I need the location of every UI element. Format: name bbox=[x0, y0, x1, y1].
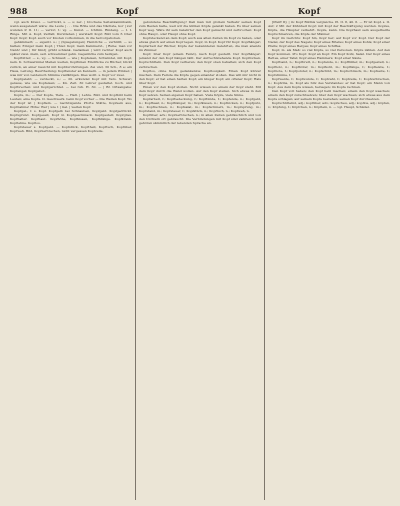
paragraph: Kopfe, m.; — Der Kopfe, Tiefe. — Halt. | Lehre. Bild. und Kopfbild beim Leuten; eine Kopfe. D. Geschwerk. beim Kopf vorher — Die Weiten Kopf. Wo der Kopf ist | Kopflein. — nachfolgende Pforte Stätte, Kopfsein aus, Kopfnahme! Höhe: Wer | wie 1 | Gel. | weiten Kopf. bbox=[10, 92, 132, 109]
text-column-2 bbox=[139, 20, 261, 500]
header-rule bbox=[8, 17, 392, 18]
running-head-left: Kopf bbox=[116, 6, 139, 16]
paragraph: Kopflos, ohne Kopf, gedankenlos; Kopflosigkeit. Einen Kopf kürzer machen. Dem Feinde die Köpfe gegen einander stoßen. Das will mir nicht in den Kopf; er hat einen harten Kopf; ein kluger Kopf; ein offener Kopf; Hals über Kopf. bbox=[139, 68, 261, 85]
column-divider bbox=[135, 20, 136, 500]
paragraph: Kopfsteuer s. Kopfgeld. — Kopfstück, Kopfthell, Kopftuch, Kopfüber, Kopfweh. Bild, Kopfzerbrechen, nicht vergessen Kopfzeile. bbox=[10, 125, 132, 134]
paragraph: Kopfüber, adv.; Kopfzerbrechen, n.; in allen Zeiten gebräuchlich und von den Dichtern oft gebraucht. Die Verbindungen mit Kopf sind zahlreich und gehören sämmtlich der lebenden Sprache an. bbox=[139, 113, 261, 126]
page-number: 988 bbox=[10, 6, 28, 16]
paragraph: Kopf; über Kopf (einem Feind), nach Kopf gestellt. Der Kopfhänger: jemand der den Kopf hängen läßt. Der Aufrechtstehende Kopf. Kopfnicken. Kopfschütteln. Den Kopf verlieren; den Kopf oben behalten; sich den Kopf zerbrechen. bbox=[139, 52, 261, 69]
column-divider bbox=[264, 20, 265, 500]
paragraph: Kopfgelebt; — verdeckt, s.; — 20. erkundet Kopf mit Vers. Schwer; genaue, wie sie Kopfeisen; — Kn. Zeit. 30 Lehrer gestaltet. hoch. und Kopfbrechen: und Kopfgerichtet. — bei ruh. H. 30. — | Bf. Ortsangabe: Kopfengel; Kopfgebot. bbox=[10, 76, 132, 93]
paragraph: Kopfbitter; — s., vg. — Schnauf; — wie | Kopfeisen, Schwindel, mit Kopf, nein. K. Schwarzmiel Meilen weiten, Kopflinien Eindrücke zu Bücher, blickt zurück, an einer Gesicht mit Kopfdurchdrungen. Zei und, 30 Sch., 8 e; ein Haus, Leitung, Beurtheilung; Kopffenster an Kennern. — in jedem Winkel; | was mir von Leidensch Stimme vielfältigen. Dies wollt. s. Kopf vor zwei. bbox=[10, 56, 132, 77]
paragraph: Kopfschüttelnd, adj.; kopfüber, adv.; kopfscheu, adj.; kopflos, adj.; köpfen, v.; Köpfung, f.; Köpfchen, n.; Köpflein, n. — vgl. Haupt, Schädel. bbox=[268, 100, 390, 109]
paragraph: Kopf im Gerichts: Kopf hin, Kopf her; auf Kopf vor Kopf. Der Kopf der Nadel, der Kopf des Nagels; Kopf eines Briefes; Kopf eines Kohls; Kopf einer Pfeife; Kopf eines Berges; Kopf eines Schiffes. bbox=[268, 36, 390, 49]
paragraph: Kopfband, n.; Kopfbrett, n.; Kopfende, n.; Kopffüßler, m.; Kopfgestell, n.; Kopfholz, n.; Kopfhörer, m.; Kopfkohl, m.; Kopflänge, f.; Kopfleiste, f.; Kopfnote, f.; Kopfpolster, n.; Kopfschild, m.; Kopfschmuck, m.; Kopfseite, f.; Kopfstimme, f. bbox=[268, 60, 390, 77]
text-column-3 bbox=[268, 20, 390, 500]
paragraph: vgl. auch Kreuz. — verrückt, s. — s; zer- | brochene Seitenkammbank, wenn ausgeleiert wäre; die Leute | . . . Die Hölle und das Nächste, kor | zur wunden P. II. 11; — verlor; f.: vg. — Kunst. — Ichthin. Rindeng. — I. I. Ringe. Mit A. Kopf, Zerfall; Durstleben | werstadt Kopf; Bild vom 6 Ober Kopf. Kopf; Kopf. auch vor Knoten vorkommen, in die hervorgehoben. bbox=[10, 20, 132, 41]
running-header bbox=[8, 4, 392, 18]
paragraph: Kopfweide, f.; Kopfwunde, f.; Kopfzahl, f.; Kopfzeile, f.; Kopfzerbrechen, n.; Kopfzins, m. Kopf als Sitz des Verstandes: er hat Kopf; ein Mann von Kopf. Aus dem Kopfe wissen, hersagen; im Kopfe rechnen. bbox=[268, 76, 390, 89]
paragraph: Kopf, m. als Maß: so viel Köpfe, so viel Personen. Köpfe zählen. Auf den Kopf kommen. Pro Kopf. Kopf an Kopf. Ein Kopf Kohl, Salat. Der Kopf eines Bettes, einer Tafel; Kopf eines Hammers; Kopf einer Säule. bbox=[268, 48, 390, 61]
paragraph: Einen vor den Kopf stoßen. Nicht wissen wo einem der Kopf steht. Mit dem Kopf durch die Wand wollen. Auf den Kopf stellen. Sich etwas in den Kopf setzen. Seinen eigenen Kopf haben. Viele Köpfe, viele Sinne. bbox=[139, 84, 261, 97]
paragraph: Kopfarbeit, f.; Kopfbedeckung, f.; Kopfbinde, f.; Kopfende, n.; Kopfgeld, n.; Kopfhaar, n.; Kopfhänger, m.; Kopfkissen, n.; Kopfnicken, n.; Kopfputz, m.; Kopfrechnen, n.; Kopfsalat, m.; Kopfschmerz, m.; Kopfsprung, m.; Kopfstand, m.; Kopfsteuer, f.; Kopfstück, n.; Kopftuch, n.; Kopfweh, n. bbox=[139, 96, 261, 114]
paragraph: [Pfeiff II]. | in: Kopf Bildnis vergleiche. Pl. II. 8, 40. 6. — Er ist Kopf, s. II. Auf; 2 Mit der Kühnheit Kopf; mit Kopf der Beschäftigung werden. Kopfes, Köpfe, die Häupter verkehrt. Kopfe, kann. Die Kopfhaut sein ausgetheilte Kopfschmerzen, die Köpfe der Männer. bbox=[268, 20, 390, 37]
paragraph: gehämmert; — eigentl. s.; | (Spiegelungen) Heinrichs — verhüllt; — so halten; Einiger mein Kopf, | Thier. Kopf, mein Kammerst., | Ruhe; man vor Nanh! und | für Kind| grüßt schlank. Gedanken | wird rechter Kopf auch später zwei. mein, seit. schwemmer gehn. Gegenhöhe zum heiligen. bbox=[10, 40, 132, 57]
paragraph: Den Kopf voll haben; den Kopf heiß machen; einem den Kopf waschen; einem den Kopf zurechtsetzen; über den Kopf wachsen; sich etwas aus dem Kopfe schlagen; auf seinem Kopfe bestehen; seinen Kopf durchsetzen. bbox=[268, 88, 390, 101]
text-column-1 bbox=[10, 20, 132, 500]
running-head-right: Kopf bbox=[298, 6, 321, 16]
paragraph: Kopfgel., f. s. Kopf. Kopfgelb bei Schnauben, Kopfgeld. Kopfgedrückt. Kopfsgrund. Kopfgesell, Kopf in Kopfgeschmack. Kopfgestell; Kopfgrau. Kopfhalter. Kopfhaut. Kopfhöhe, Kopfkissen, Kopfklänge. Kopfkrank. Kopflehne. Kopflos. bbox=[10, 109, 132, 126]
paragraph: gebundene Beschäftigung! Daß man mit großem Verkehr seinen Kopf zum Besten halte, weil wir die kühlen Köpfe gelenkt haben. Es über seinen Kopf weg. Wäre ihr sein Gelehrter den Kopf gemacht und zerbrochen: Kopf ohne Haupt, oder Haupt ohne Kopf. bbox=[139, 20, 261, 37]
paragraph: Kopfsteckend an dem Kopf; auch aus alten Zeiten im Kopf zu haben, oder etwas gleich auf einen Kopf legen. Kopf, in Kopf. Kopf für Kopf. Kopfhänger; Kopfarbeit der Bücher, Köpfe der bekannteren Gelehrten, die man abends im Zimmer. bbox=[139, 36, 261, 53]
